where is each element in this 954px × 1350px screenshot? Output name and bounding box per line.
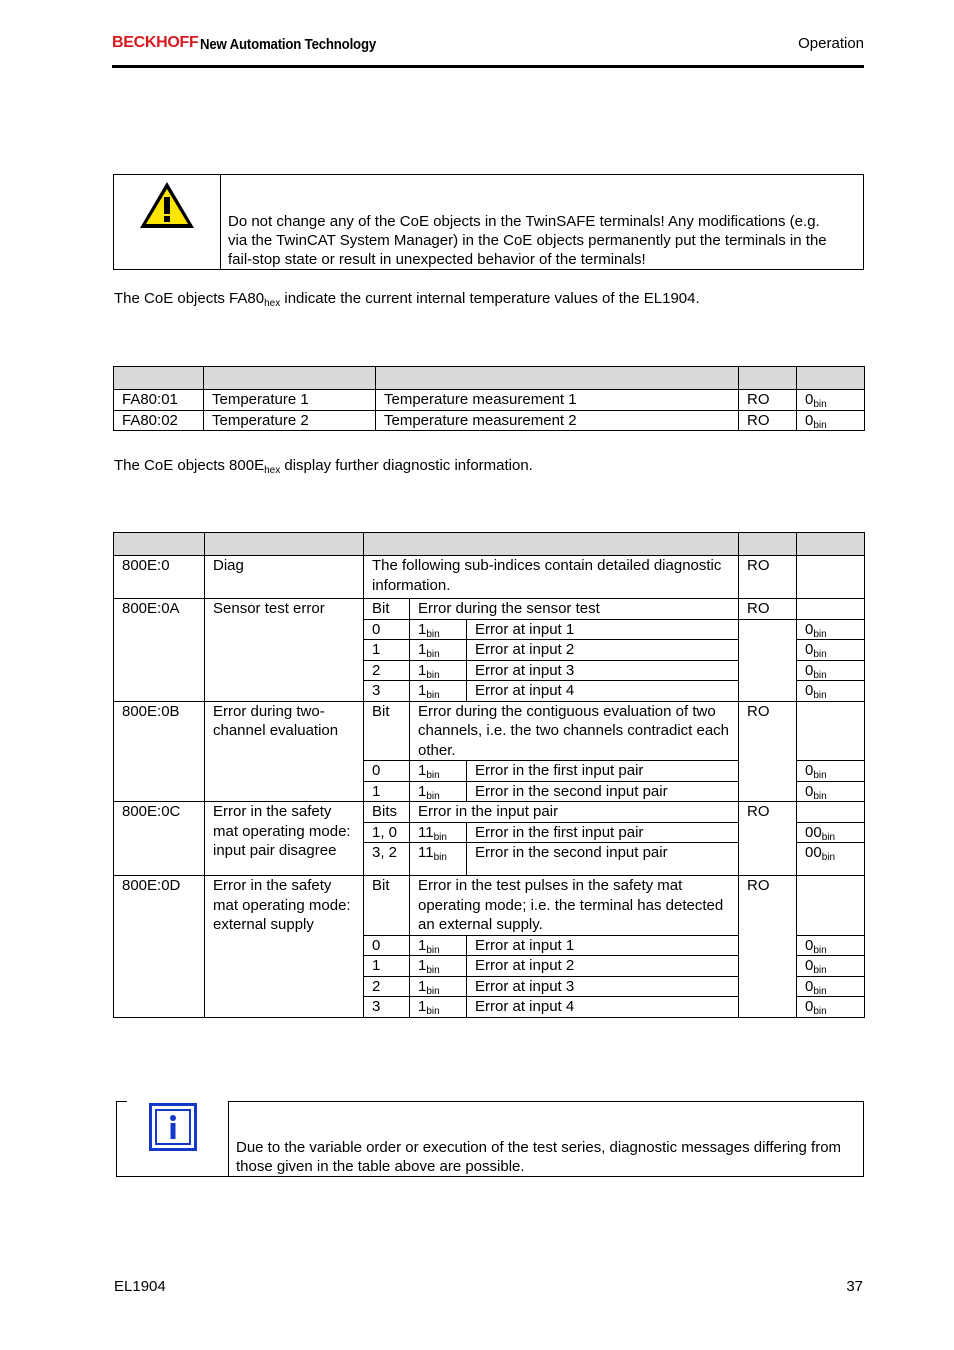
page-header [112,31,864,68]
info-icon [149,1103,197,1151]
brand-tagline: New Automation Technology [200,36,376,53]
table-row: 1, 0 $11_{bin}$ Error in the first input pair $00_{bin}$ [114,822,865,843]
table-row: 1 $1_{bin}$ Error at input 2 $0_{bin}$ [114,640,865,661]
table-header-row [114,533,865,556]
warning-box [113,174,864,270]
table-row: FA80:02 Temperature 2 Temperature measurement 2 RO $0_{bin}$ [114,410,865,431]
intro-paragraph-1: The CoE objects $FA80_{hex}$ indicate the current internal temperature values of the EL1904. [114,290,700,309]
table-row: 0 $1_{bin}$ Error at input 1 $0_{bin}$ [114,619,865,640]
table-row: 1 $1_{bin}$ Error at input 2 $0_{bin}$ [114,956,865,977]
warning-triangle-icon [137,179,197,231]
table-row: 800E:0D Error in the safety mat operating mode: external supply Bit Error in the test pulses in the safety mat operating mode; i.e. the terminal has detected an external supply. RO [114,876,865,936]
table-row: 2 $1_{bin}$ Error at input 3 $0_{bin}$ [114,660,865,681]
warning-icon-cell [114,175,221,269]
table-row: 0 $1_{bin}$ Error at input 1 $0_{bin}$ [114,935,865,956]
table-row: 2 $1_{bin}$ Error at input 3 $0_{bin}$ [114,976,865,997]
section-title: Operation [798,35,864,52]
table-row: 800E:0 Diag The following sub-indices contain detailed diagnostic information. RO [114,556,865,599]
table-header-row [114,367,865,390]
diagnostic-table [113,532,865,1018]
table-row: 3, 2 $11_{bin}$ Error in the second input pair $00_{bin}$ [114,843,865,876]
note-box [116,1101,864,1177]
table-row: 0 $1_{bin}$ Error in the first input pair $0_{bin}$ [114,761,865,782]
intro-paragraph-2: The CoE objects $800E_{hex}$ display further diagnostic information. [114,457,533,476]
table-row: 3 $1_{bin}$ Error at input 4 $0_{bin}$ [114,681,865,702]
footer-page-number: 37 [846,1278,863,1295]
table-row: 1 $1_{bin}$ Error in the second input pair $0_{bin}$ [114,781,865,802]
table-row: 800E:0B Error during two-channel evaluation Bit Error during the contiguous evaluation of two channels, i.e. the two channels contradict each other. RO [114,701,865,761]
table-row: 800E:0C Error in the safety mat operating mode: input pair disagree Bits Error in the input pair RO [114,802,865,823]
temperature-table [113,366,865,431]
note-icon-cell [117,1101,229,1176]
table-row: 3 $1_{bin}$ Error at input 4 $0_{bin}$ [114,997,865,1018]
table-row: FA80:01 Temperature 1 Temperature measurement 1 RO $0_{bin}$ [114,390,865,411]
table-row: 800E:0A Sensor test error Bit Error during the sensor test RO [114,599,865,620]
note-text: Due to the variable order or execution of the test series, diagnostic messages differing from those given in the table above are possible. [236,1139,842,1175]
footer-product: EL1904 [114,1278,166,1295]
warning-text: Do not change any of the CoE objects in the TwinSAFE terminals! Any modifications (e.g. via the TwinCAT System Manager) in the CoE objects permanently put the terminals in the fail-stop state or result in unexpected behavior of the terminals! [228,213,827,268]
brand-logo: BECKHOFF [112,34,199,51]
